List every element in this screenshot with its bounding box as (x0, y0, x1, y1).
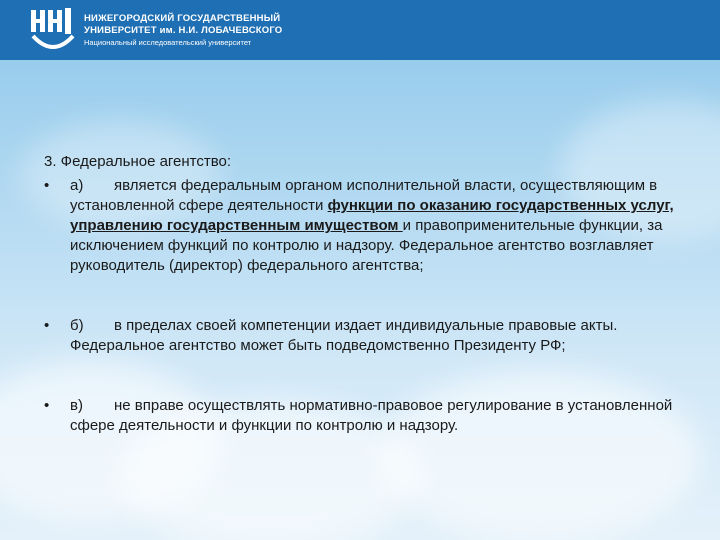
university-name-line2: УНИВЕРСИТЕТ им. Н.И. ЛОБАЧЕВСКОГО (84, 25, 283, 36)
item-text-pre: является федеральным органом исполнительной власти, осуществляющим в установленной сфере деятельности (70, 177, 658, 214)
university-subtitle: Национальный исследовательский университет (84, 38, 252, 47)
university-name (84, 13, 282, 48)
item-text-post: и правоприменительные функции, за исключением функций по контролю и надзору. Федеральное агентство возглавляет руководитель (директор) федерального агентства; (70, 217, 663, 274)
item-label: в) (70, 397, 83, 414)
bullet: • (44, 317, 50, 334)
item-text: не вправе осуществлять нормативно-правовое регулирование в установленной сфере деятельности и функции по контролю и надзору. (70, 397, 673, 434)
section-heading: 3. Федеральное агентство: (44, 153, 232, 170)
item-text-emphasis: функции по оказанию государственных услуг, управлению государственным имуществом (70, 197, 674, 234)
list-item-text (70, 396, 684, 436)
header-bar (0, 0, 720, 60)
bullet: • (44, 177, 50, 194)
bullet: • (44, 397, 50, 414)
list-item-a (44, 176, 684, 276)
item-label: б) (70, 317, 84, 334)
item-text: в пределах своей компетенции издает индивидуальные правовые акты. Федеральное агентство может быть подведомственно Президенту РФ; (70, 317, 618, 354)
list-item-b (44, 316, 684, 356)
list-item-text (70, 176, 684, 276)
university-name-line1: НИЖЕГОРОДСКИЙ ГОСУДАРСТВЕННЫЙ (84, 13, 281, 24)
list-item-c (44, 396, 684, 436)
university-logo-icon (30, 6, 76, 54)
item-label: а) (70, 177, 84, 194)
list-item-text (70, 316, 684, 356)
slide-content (44, 152, 684, 436)
